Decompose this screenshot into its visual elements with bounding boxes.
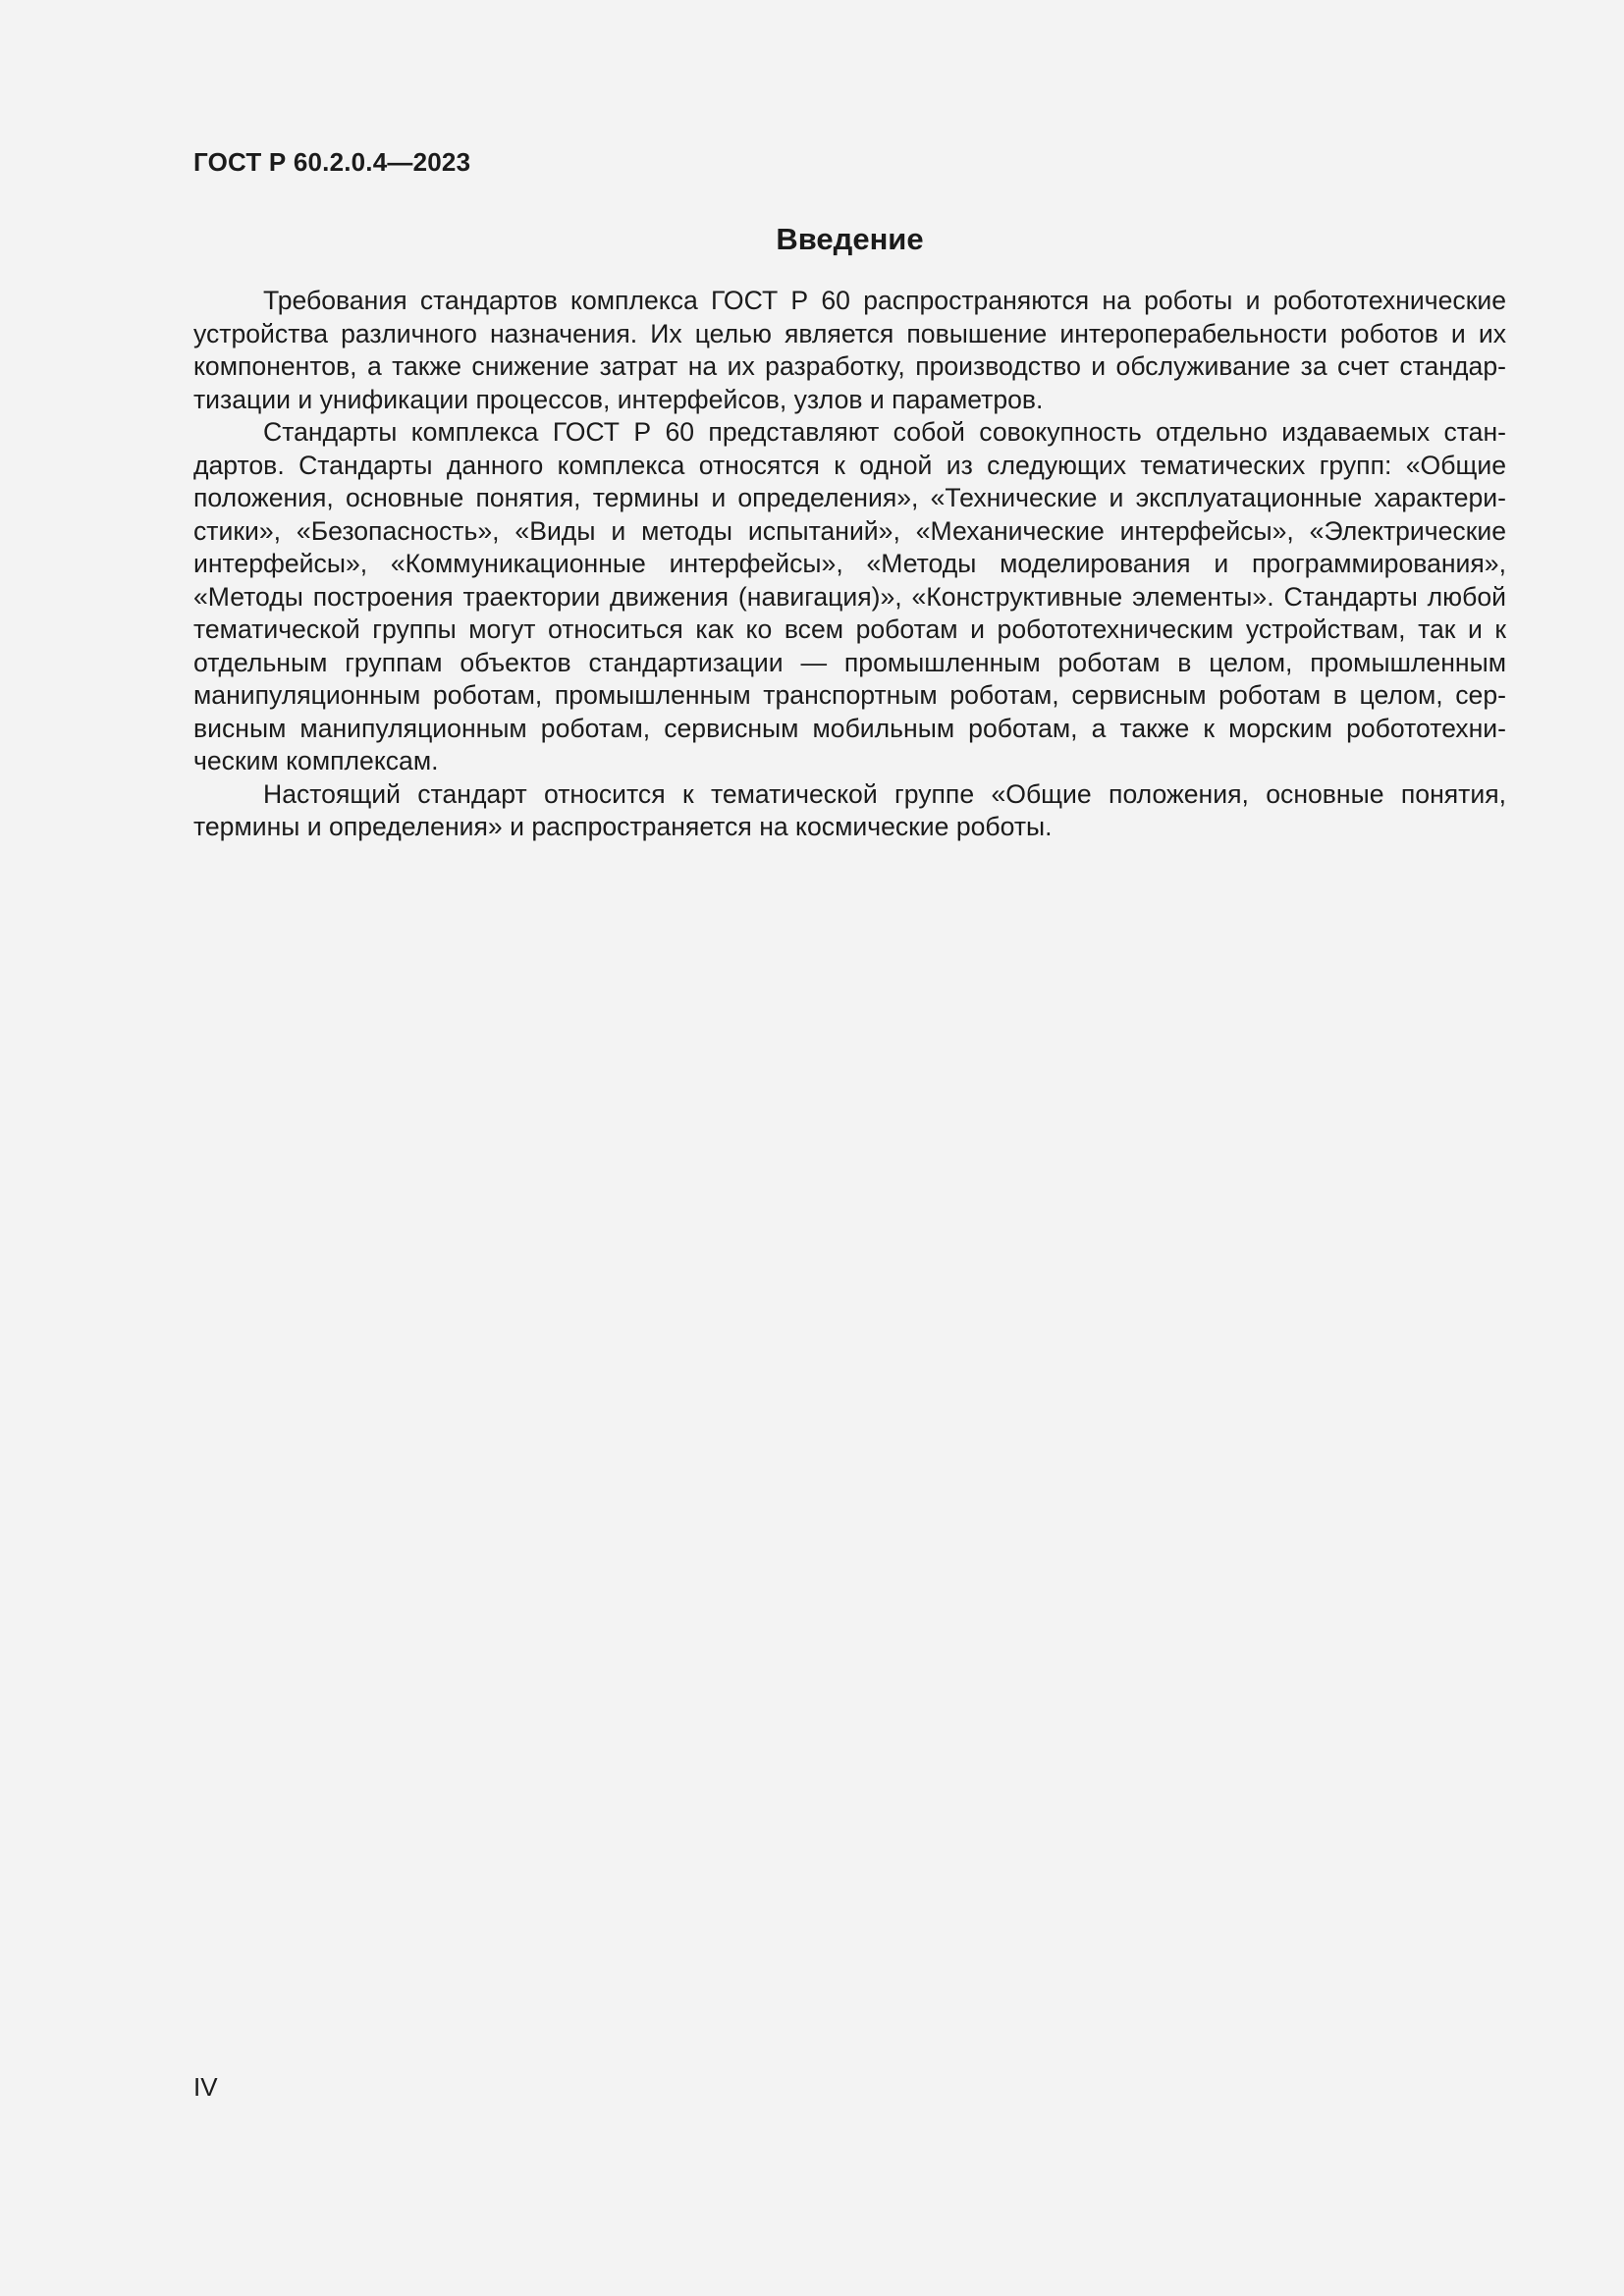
- section-title: Введение: [776, 222, 924, 256]
- page-number: IV: [193, 2072, 218, 2102]
- paragraph-1: Требования стандартов комплекса ГОСТ Р 60 распространяются на роботы и робототехнические устройства различного назначения. Их целью является повышение интероперабельности роботов и их компонентов, а также снижение затрат на их разработку, производство и обслуживание за счет стандартизации и унификации процессов, интерфейсов, узлов и параметров.: [193, 286, 1506, 414]
- section-body: [193, 285, 1506, 844]
- paragraph-2: Стандарты комплекса ГОСТ Р 60 представляют собой совокупность отдельно издаваемых стандартов. Стандарты данного комплекса относятся к одной из следующих тематических групп: «Общие положения, основные понятия, термины и определения», «Технические и эксплуатационные характеристики», «Безопасность», «Виды и методы испытаний», «Механические интерфейсы», «Электрические интерфейсы», «Коммуникационные интерфейсы», «Методы моделирования и программирования», «Методы построения траектории движения (навигация)», «Конструктивные элементы». Стандарты любой тематической группы могут относиться как ко всем роботам и робототехническим устройствам, так и к отдельным группам объектов стандартизации — промышленным роботам в целом, промышленным манипуляционным роботам, промышленным транспортным роботам, сервисным роботам в целом, сервисным манипуляционным роботам, сервисным мобильным роботам, а также к морским робототехническим комплексам.: [193, 417, 1506, 775]
- document-id-header: ГОСТ Р 60.2.0.4—2023: [193, 147, 471, 177]
- paragraph-3: Настоящий стандарт относится к тематической группе «Общие положения, основные понятия, термины и определения» и распространяется на космические роботы.: [193, 778, 1506, 841]
